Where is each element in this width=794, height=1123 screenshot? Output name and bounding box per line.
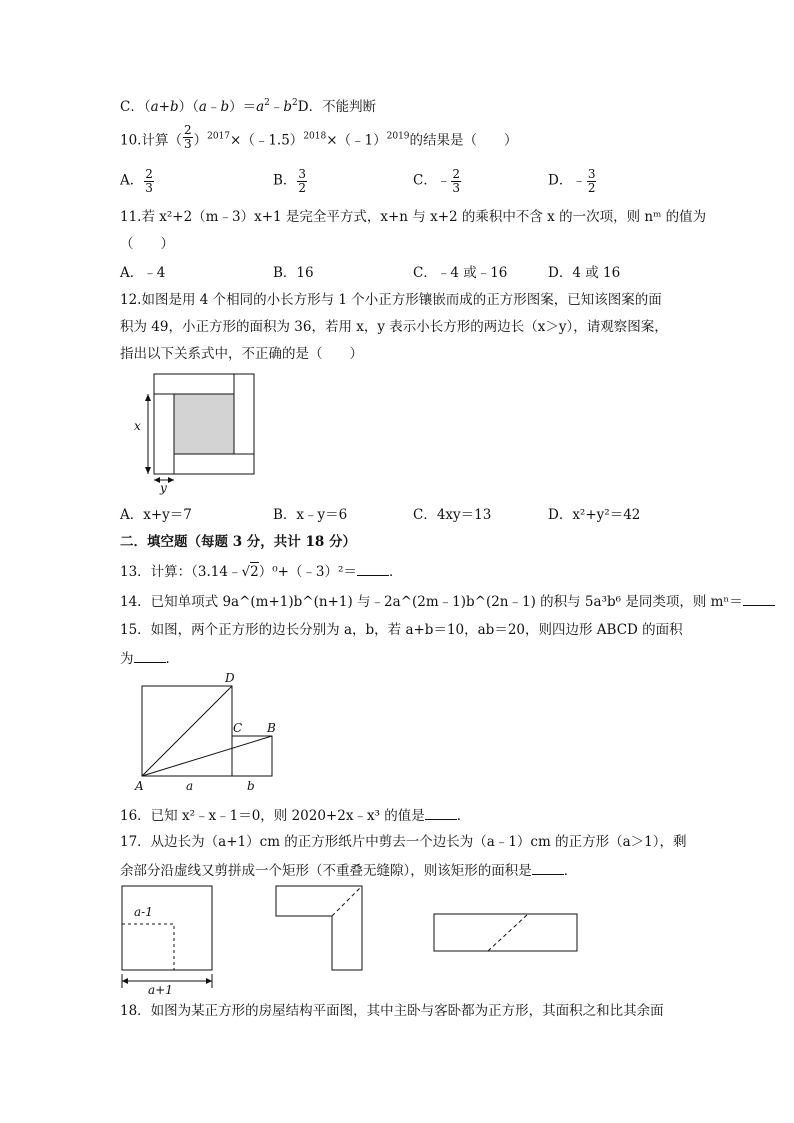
q11-option-c: C．﹣4 或﹣16: [413, 265, 508, 281]
q15-figure: [130, 670, 290, 795]
section-title-fill-in: 二．填空题（每题 3 分，共计 18 分）: [120, 534, 356, 550]
q12-option-c: C．4xy＝13: [413, 507, 492, 523]
q11-stem-line1: 11.若 x²+2（m﹣3）x+1 是完全平方式，x+n 与 x+2 的乘积中不含 x 的一次项，则 nᵐ 的值为: [120, 209, 707, 225]
q12-stem-line1: 12.如图是用 4 个相同的小长方形与 1 个小正方形镶嵌而成的正方形图案，已知该图案的面: [120, 292, 662, 308]
q12-option-a: A．x+y＝7: [120, 507, 192, 523]
q18-stem-line1: 18．如图为某正方形的房屋结构平面图，其中主卧与客卧都为正方形，其面积之和比其余面: [120, 1003, 664, 1019]
q16-stem: 16．已知 x²﹣x﹣1＝0，则 2020+2x﹣x³ 的值是 ．: [120, 808, 471, 824]
q12-figure: [130, 370, 260, 495]
q12-label-y: y: [160, 481, 167, 495]
q15-label-a: A: [135, 779, 144, 793]
q12-option-d: D．x²+y²＝42: [548, 507, 641, 523]
q15-label-side-b: b: [247, 779, 255, 793]
q17-figure-3: [432, 912, 580, 954]
q12-stem-line2: 积为 49，小正方形的面积为 36，若用 x，y 表示小长方形的两边长（x＞y），请观察图案，: [120, 319, 668, 335]
q17-figure-2: [274, 884, 366, 976]
q17-label-outer: a+1: [148, 983, 173, 997]
q15-answer-blank[interactable]: [134, 651, 166, 663]
q12-label-x: x: [134, 419, 141, 433]
q13-stem: 13．计算：（3.14﹣√2）⁰+（﹣3）²＝ ．: [120, 564, 403, 580]
q9-option-c-line: C．$(a+b)(a﹣b)=a^2﹣b^2D$．不能判断: [120, 98, 377, 115]
q17-stem-line2: 余部分沿虚线又剪拼成一个矩形（不重叠无缝隙），则该矩形的面积是 ．: [120, 863, 578, 879]
q15-stem-line2: 为 ．: [120, 651, 179, 667]
q12-stem-line3: 指出以下关系式中，不正确的是（ ）: [120, 346, 363, 362]
q10-option-c: C．﹣ $\frac{2}{3}$: [413, 167, 460, 195]
q15-label-side-a: a: [186, 779, 194, 793]
q11-stem-line2: （ ）: [120, 236, 174, 252]
q15-stem-line1: 15．如图，两个正方形的边长分别为 a，b，若 a+b＝10，ab＝20，则四边形 ABCD 的面积: [120, 622, 683, 638]
q14-answer-blank[interactable]: [743, 594, 775, 606]
q12-option-b: B．x﹣y＝6: [273, 507, 348, 523]
q10-option-b: B． $\frac{3}{2}$: [273, 167, 307, 195]
q16-answer-blank[interactable]: [425, 808, 457, 820]
q9-option-d: D．不能判断: [297, 99, 377, 115]
q17-stem-line1: 17．从边长为（a+1）cm 的正方形纸片中剪去一个边长为（a﹣1）cm 的正方形（a＞1），剩: [120, 834, 687, 850]
q17-label-inner: a-1: [134, 905, 153, 919]
q11-option-a: A．﹣4: [120, 265, 166, 281]
q15-label-c: C: [233, 721, 243, 735]
q12-inner-square: [174, 394, 234, 454]
q15-label-d: D: [225, 671, 235, 685]
q13-answer-blank[interactable]: [357, 564, 389, 576]
q10-option-a: A． $\frac{2}{3}$: [120, 167, 153, 195]
q11-option-b: B．16: [273, 265, 314, 281]
q17-figure-1: [118, 884, 218, 996]
q17-answer-blank[interactable]: [532, 863, 564, 875]
q15-label-b: B: [267, 721, 276, 735]
q11-option-d: D．4 或 16: [548, 265, 621, 281]
q14-stem: 14．已知单项式 9a^(m+1)b^(n+1) 与﹣2a^(2m﹣1)b^(2n﹣1) 的积与 5a³b⁶ 是同类项，则 mⁿ＝: [120, 594, 775, 610]
q10-stem: 10.计算（ $\frac{2}{3}$ ）$^{2017}$×（﹣1.5）$^{2018}$×（﹣1）$^{2019}$的结果是（ ）: [120, 123, 518, 151]
q10-option-d: D．﹣ $\frac{3}{2}$: [548, 167, 596, 195]
